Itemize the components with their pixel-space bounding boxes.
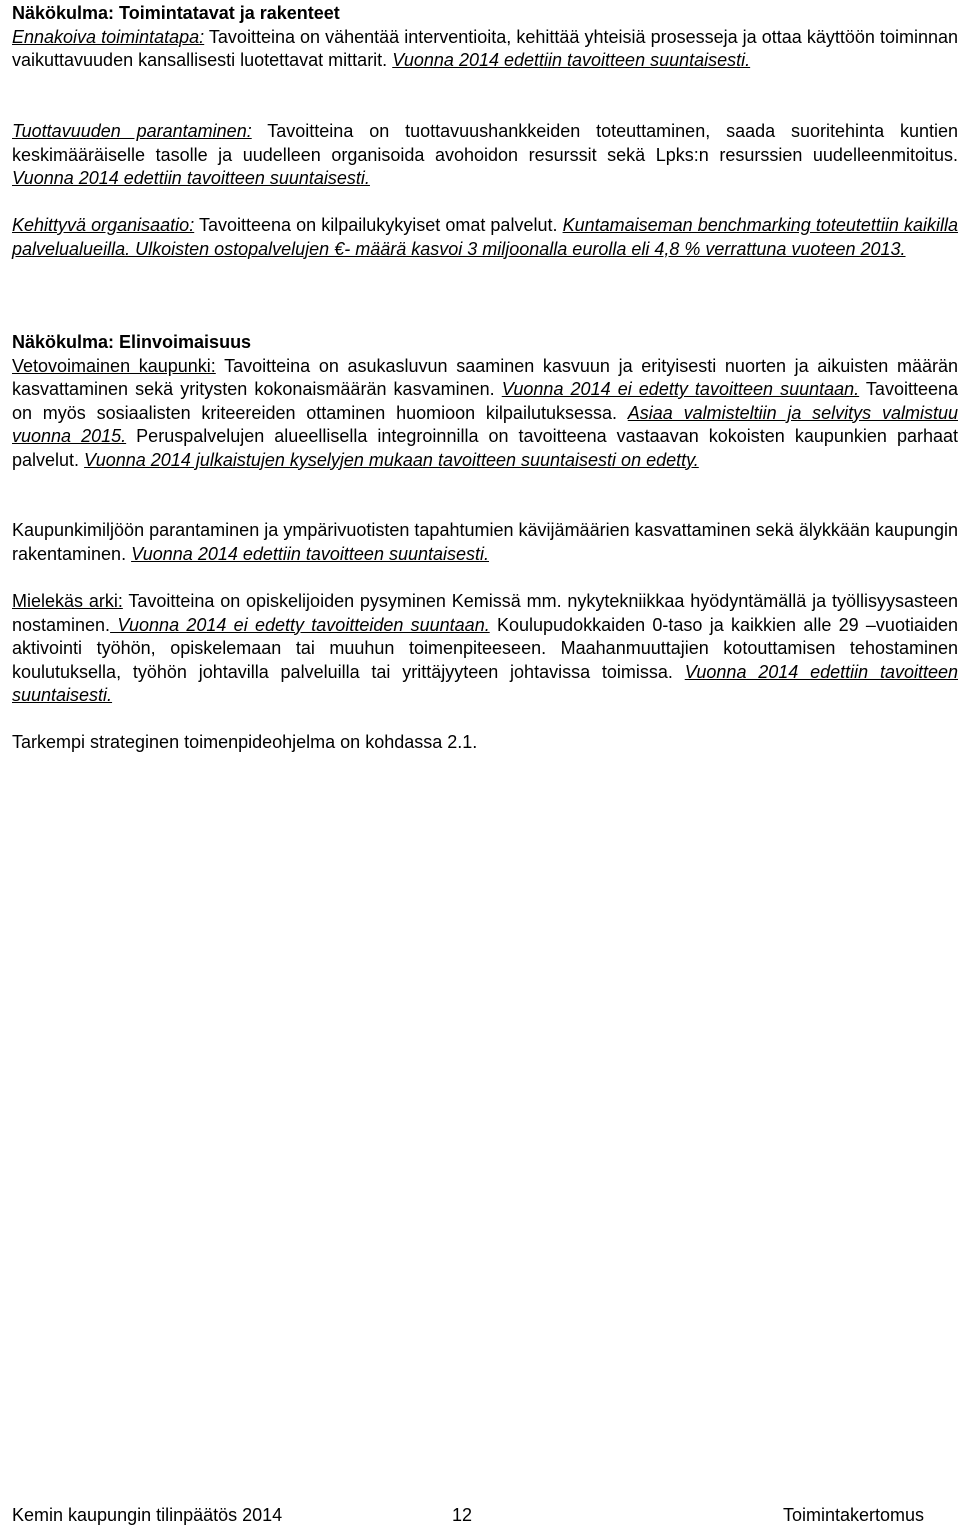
paragraph-label: Ennakoiva toimintatapa: bbox=[12, 26, 205, 47]
paragraph-text: Tavoitteina on vähentää interventioita, kehittää yhteisiä prosesseja ja ottaa käyttöön toiminnan vaikuttavuuden kansallisesti luotettavat mittarit. bbox=[12, 26, 958, 70]
paragraph-text: Tarkempi strateginen toimenpideohjelma on kohdassa 2.1. bbox=[12, 732, 478, 752]
status-text: Kuntamaiseman benchmarking toteutettiin kaikilla palvelualueilla. Ulkoisten ostopalvelujen €- määrä kasvoi 3 miljoonalla eurolla eli 4,8 % verrattuna vuoteen 2013. bbox=[12, 215, 959, 259]
paragraph-label: Tuottavuuden parantaminen: bbox=[12, 121, 252, 141]
paragraph-label: Kehittyvä organisaatio: bbox=[12, 215, 195, 235]
paragraph-text: Tavoitteina on tuottavuushankkeiden toteuttaminen, saada suoritehinta kuntien keskimääräiselle tasolle ja uudelleen organisoida avohoidon resurssit sekä Lpks:n resurssien uudelleenmitoitus. bbox=[12, 121, 959, 165]
paragraph-text: Peruspalvelujen alueellisella integroinnilla on tavoitteena vastaavan kokoisten kaupunkien parhaat palvelut. bbox=[12, 426, 958, 470]
paragraph-label: Mielekäs arki: bbox=[12, 591, 123, 611]
section-heading: Näkökulma: Toimintatavat ja rakenteet bbox=[12, 3, 340, 23]
page-footer bbox=[12, 1503, 924, 1527]
status-text: Vuonna 2014 ei edetty tavoitteen suuntaan. bbox=[501, 379, 860, 399]
status-text: Vuonna 2014 edettiin tavoitteen suuntaisesti. bbox=[12, 168, 370, 188]
section-kaupunkimiljoo bbox=[12, 519, 958, 566]
status-text: Vuonna 2014 edettiin tavoitteen suuntaisesti. bbox=[392, 50, 751, 70]
footer-section-title: Toimintakertomus bbox=[782, 1505, 924, 1525]
footer-page-number: 12 bbox=[452, 1505, 473, 1525]
paragraph-text: Tavoitteina on opiskelijoiden pysyminen Kemissä mm. nykytekniikkaa hyödyntämällä ja työllisyysasteen nostaminen. bbox=[12, 591, 958, 635]
paragraph-text: Koulupudokkaiden 0-taso ja kaikkien alle 29 –vuotiaiden aktivointi työhön, opiskelemaan tai muuhun toimenpiteeseen. Maahanmuuttajien kotouttamisen tehostaminen koulutuksella, työhön johtavilla palveluilla tai yrittäjyyteen johtavissa toimissa. bbox=[12, 614, 958, 682]
section-tuottavuus bbox=[12, 120, 958, 191]
status-text: Vuonna 2014 edettiin tavoitteen suuntaisesti. bbox=[12, 661, 958, 705]
footer-document-title: Kemin kaupungin tilinpäätös 2014 bbox=[12, 1505, 283, 1525]
status-text: Vuonna 2014 ei edetty tavoitteiden suuntaan. bbox=[110, 614, 490, 635]
status-text: Vuonna 2014 julkaistujen kyselyjen mukaan tavoitteen suuntaisesti on edetty. bbox=[84, 449, 699, 470]
section-mielekas-arki bbox=[12, 590, 958, 708]
section-elinvoimaisuus bbox=[12, 331, 958, 472]
paragraph-kaupunkimiljoo bbox=[12, 519, 958, 566]
paragraph-mielekas-arki bbox=[12, 590, 958, 708]
section-toimintatavat bbox=[12, 2, 958, 73]
section-kehittyva bbox=[12, 214, 958, 261]
section-heading: Näkökulma: Elinvoimaisuus bbox=[12, 332, 252, 352]
paragraph-vetovoimainen bbox=[12, 355, 958, 473]
paragraph-text: Kaupunkimiljöön parantaminen ja ympärivuotisten tapahtumien kävijämäärien kasvattaminen sekä älykkään kaupungin rakentaminen. bbox=[12, 520, 958, 564]
status-text: Asiaa valmisteltiin ja selvitys valmistuu vuonna 2015. bbox=[12, 402, 958, 446]
status-text: Vuonna 2014 edettiin tavoitteen suuntaisesti. bbox=[131, 543, 490, 564]
paragraph-tuottavuus bbox=[12, 120, 958, 191]
paragraph-reference bbox=[12, 731, 958, 755]
paragraph-text: Tavoitteena on kilpailukykyiset omat palvelut. bbox=[194, 215, 563, 235]
section-reference bbox=[12, 731, 958, 755]
paragraph-kehittyva bbox=[12, 214, 958, 261]
paragraph-ennakoiva bbox=[12, 26, 958, 73]
paragraph-label: Vetovoimainen kaupunki: bbox=[12, 355, 216, 376]
paragraph-text: Tavoitteena on myös sosiaalisten kriteereiden ottaminen huomioon kilpailutuksessa. bbox=[12, 379, 958, 423]
paragraph-text: Tavoitteina on asukasluvun saaminen kasvuun ja erityisesti nuorten ja aikuisten määrän kasvattaminen sekä yritysten kokonaismäärän kasvaminen. bbox=[12, 355, 958, 399]
